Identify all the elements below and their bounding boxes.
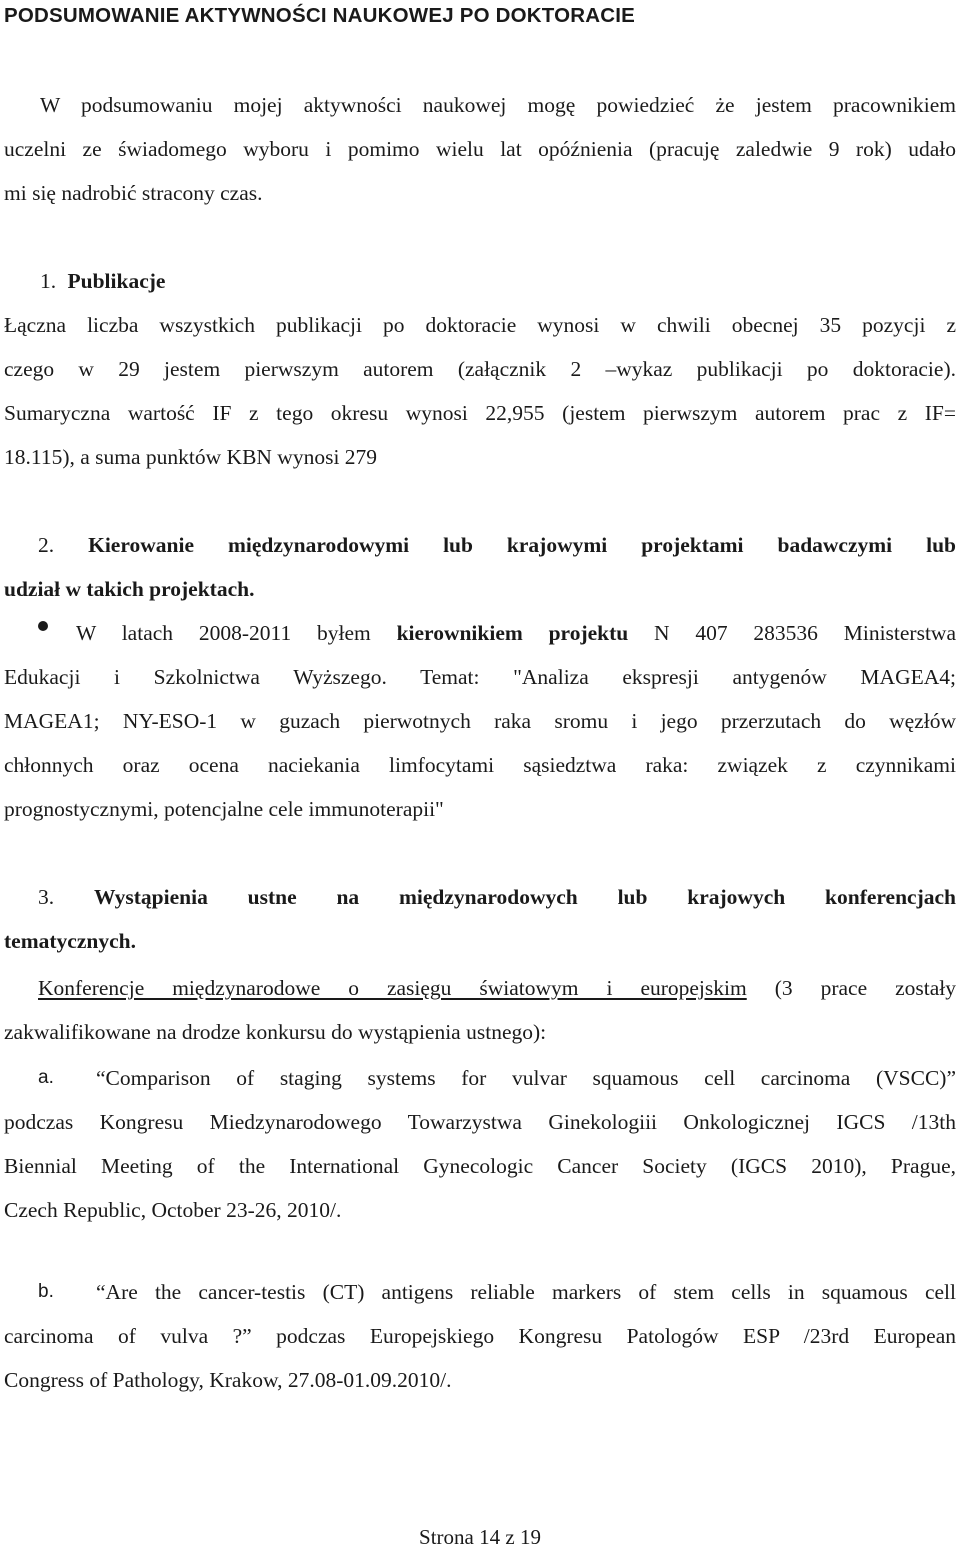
list-label: b. [38,1281,54,1302]
section-heading [38,523,956,567]
conference-category: Konferencje międzynarodowe o zasięgu światowym i europejskim [38,976,747,1000]
project-line: MAGEA1; NY-ESO-1 w guzach pierwotnych raka sromu i jego przerzutach do węzłów [4,709,956,733]
section-title: Wystąpienia ustne na międzynarodowych lub krajowych konferencjach [93,885,956,909]
project-text: Edukacji i Szkolnictwa Wyższego. [4,665,387,689]
section-number: 2. [38,533,55,557]
section-heading [40,259,640,303]
project-role: kierownikiem projektu [396,621,629,645]
conference-intro-line: zakwalifikowane na drodze konkursu do wystąpienia ustnego): [4,1020,547,1044]
project-text: Temat: "Analiza ekspresji antygenów MAGEA4; [420,665,956,689]
talk-line: “Are the cancer-testis (CT) antigens reliable markers of stem cells in squamous cell [96,1280,956,1304]
section-title-cont: udział w takich projektach. [4,577,255,601]
list-label: a. [38,1067,54,1088]
publications-line: Sumaryczna wartość IF z tego okresu wynosi 22,955 (jestem pierwszym autorem prac z IF= [4,401,956,425]
intro-line: uczelni ze świadomego wyboru i pomimo wielu lat opóźnienia (pracuję zaledwie 9 rok) udało [4,137,956,161]
project-text: W latach 2008-2011 byłem [76,621,371,645]
talk-line: “Comparison of staging systems for vulvar squamous cell carcinoma (VSCC)” [96,1066,956,1090]
section-number: 3. [38,885,55,909]
section-title: Kierowanie międzynarodowymi lub krajowymi projektami badawczymi lub [88,533,956,557]
conference-intro-text: (3 prace zostały [774,976,957,1000]
intro-line: mi się nadrobić stracony czas. [4,181,263,205]
conference-intro-line [38,966,956,1010]
section-title-cont: tematycznych. [4,929,136,953]
project-text: N 407 283536 Ministerstwa [654,621,957,645]
talk-line: carcinoma of vulva ?” podczas Europejskiego Kongresu Patologów ESP /23rd European [4,1324,956,1348]
talk-line: podczas Kongresu Miedzynarodowego Towarzystwa Ginekologiii Onkologicznej IGCS /13th [4,1110,956,1134]
section-title: Publikacje [67,269,166,293]
page-number: Strona 14 z 19 [419,1525,541,1549]
project-line [4,655,956,699]
project-line [76,611,956,655]
publications-line: Łączna liczba wszystkich publikacji po doktoracie wynosi w chwili obecnej 35 pozycji z [4,313,956,337]
publications-line: czego w 29 jestem pierwszym autorem (załącznik 2 –wykaz publikacji po doktoracie). [4,357,956,381]
publications-line: 18.115), a suma punktów KBN wynosi 279 [4,445,378,469]
page-title: PODSUMOWANIE AKTYWNOŚCI NAUKOWEJ PO DOKTORACIE [4,4,636,27]
section-number: 1. [40,269,57,293]
section-heading-cont [4,919,956,963]
section-heading [38,875,956,919]
bullet-icon [38,621,48,631]
talk-line: Congress of Pathology, Krakow, 27.08-01.09.2010/. [4,1368,452,1392]
section-heading-cont [4,567,956,611]
talk-line: Biennial Meeting of the International Gynecologic Cancer Society (IGCS 2010), Prague, [4,1154,956,1178]
talk-line: Czech Republic, October 23-26, 2010/. [4,1198,342,1222]
project-line: chłonnych oraz ocena naciekania limfocytami sąsiedztwa raka: związek z czynnikami [4,753,956,777]
project-line: prognostycznymi, potencjalne cele immunoterapii" [4,797,444,821]
intro-line: W podsumowaniu mojej aktywności naukowej mogę powiedzieć że jestem pracownikiem [40,93,956,117]
